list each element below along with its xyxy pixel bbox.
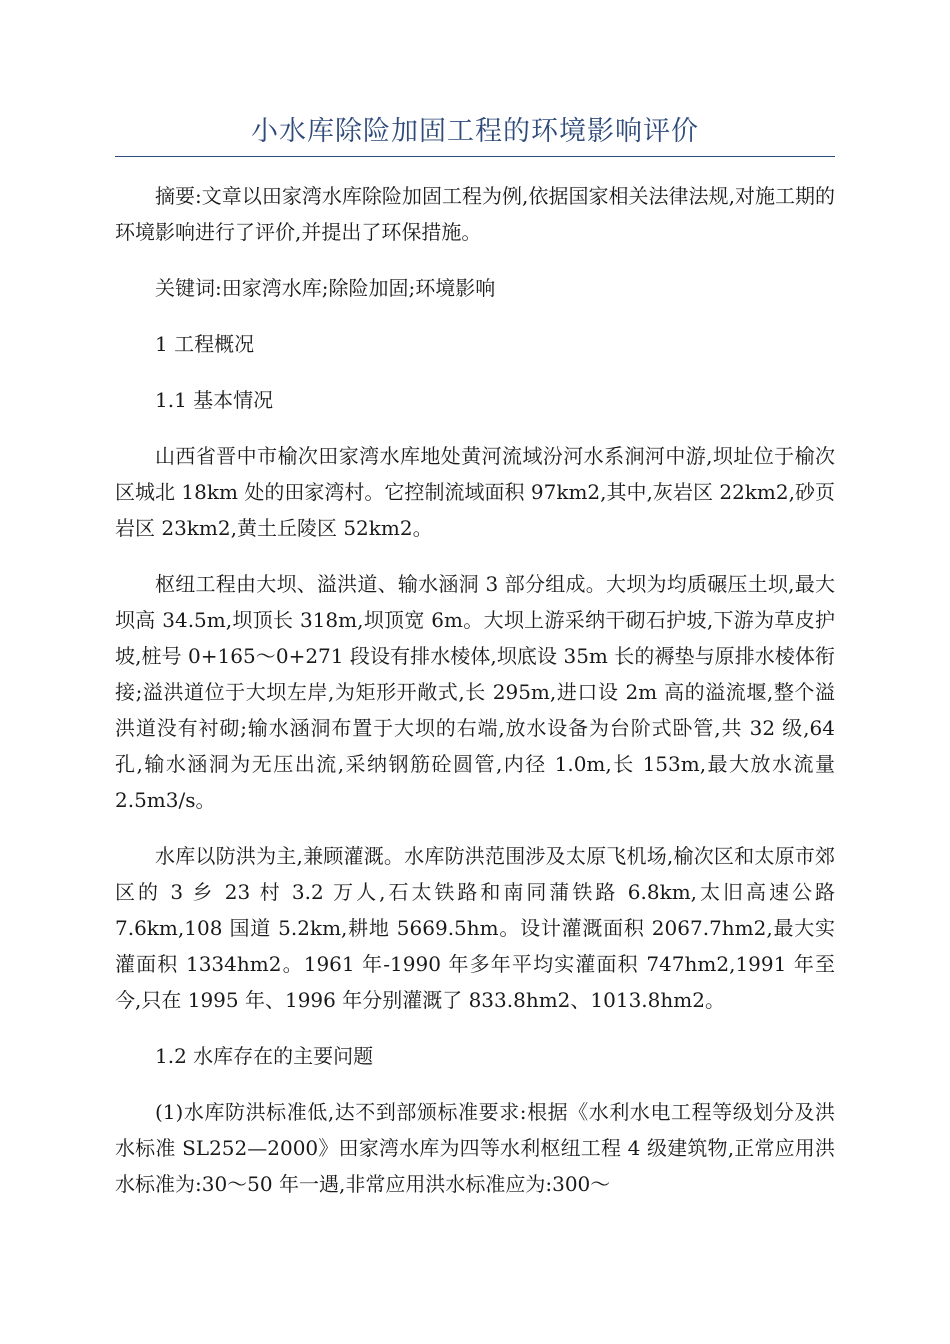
subsection-heading: 1.2 水库存在的主要问题	[155, 1044, 374, 1068]
keywords-paragraph: 关键词:田家湾水库;除险加固;环境影响	[155, 276, 496, 300]
document-body	[115, 178, 835, 1222]
abstract-paragraph: 摘要:文章以田家湾水库除险加固工程为例,依据国家相关法律法规,对施工期的环境影响进行了评价,并提出了环保措施。	[115, 184, 835, 244]
subsection-heading: 1.1 基本情况	[155, 388, 274, 412]
body-paragraph: 山西省晋中市榆次田家湾水库地处黄河流域汾河水系涧河中游,坝址位于榆次区城北 18km 处的田家湾村。它控制流域面积 97km2,其中,灰岩区 22km2,砂页岩区 23km2,黄土丘陵区 52km2。	[115, 444, 835, 540]
document-title: 小水库除险加固工程的环境影响评价	[251, 116, 699, 147]
title-block	[115, 112, 835, 157]
section-heading: 1 工程概况	[155, 332, 255, 356]
body-paragraph: 水库以防洪为主,兼顾灌溉。水库防洪范围涉及太原飞机场,榆次区和太原市郊区的 3 乡 23 村 3.2 万人,石太铁路和南同蒲铁路 6.8km,太旧高速公路 7.6km,108 国道 5.2km,耕地 5669.5hm。设计灌溉面积 2067.7hm2,最大实灌面积 1334hm2。1961 年-1990 年多年平均实灌面积 747hm2,1991 年至今,只在 1995 年、1996 年分别灌溉了 833.8hm2、1013.8hm2。	[115, 844, 835, 1012]
body-paragraph: (1)水库防洪标准低,达不到部颁标准要求:根据《水利水电工程等级划分及洪水标准 SL252—2000》田家湾水库为四等水利枢纽工程 4 级建筑物,正常应用洪水标准为:30～50 年一遇,非常应用洪水标准应为:300～	[115, 1100, 835, 1196]
body-paragraph: 枢纽工程由大坝、溢洪道、输水涵洞 3 部分组成。大坝为均质碾压土坝,最大坝高 34.5m,坝顶长 318m,坝顶宽 6m。大坝上游采纳干砌石护坡,下游为草皮护坡,桩号 0+165～0+271 段设有排水棱体,坝底设 35m 长的褥垫与原排水棱体衔接;溢洪道位于大坝左岸,为矩形开敞式,长 295m,进口设 2m 高的溢流堰,整个溢洪道没有衬砌;输水涵洞布置于大坝的右端,放水设备为台阶式卧管,共 32 级,64 孔,输水涵洞为无压出流,采纳钢筋砼圆管,内径 1.0m,长 153m,最大放水流量 2.5m3/s。	[115, 572, 835, 812]
